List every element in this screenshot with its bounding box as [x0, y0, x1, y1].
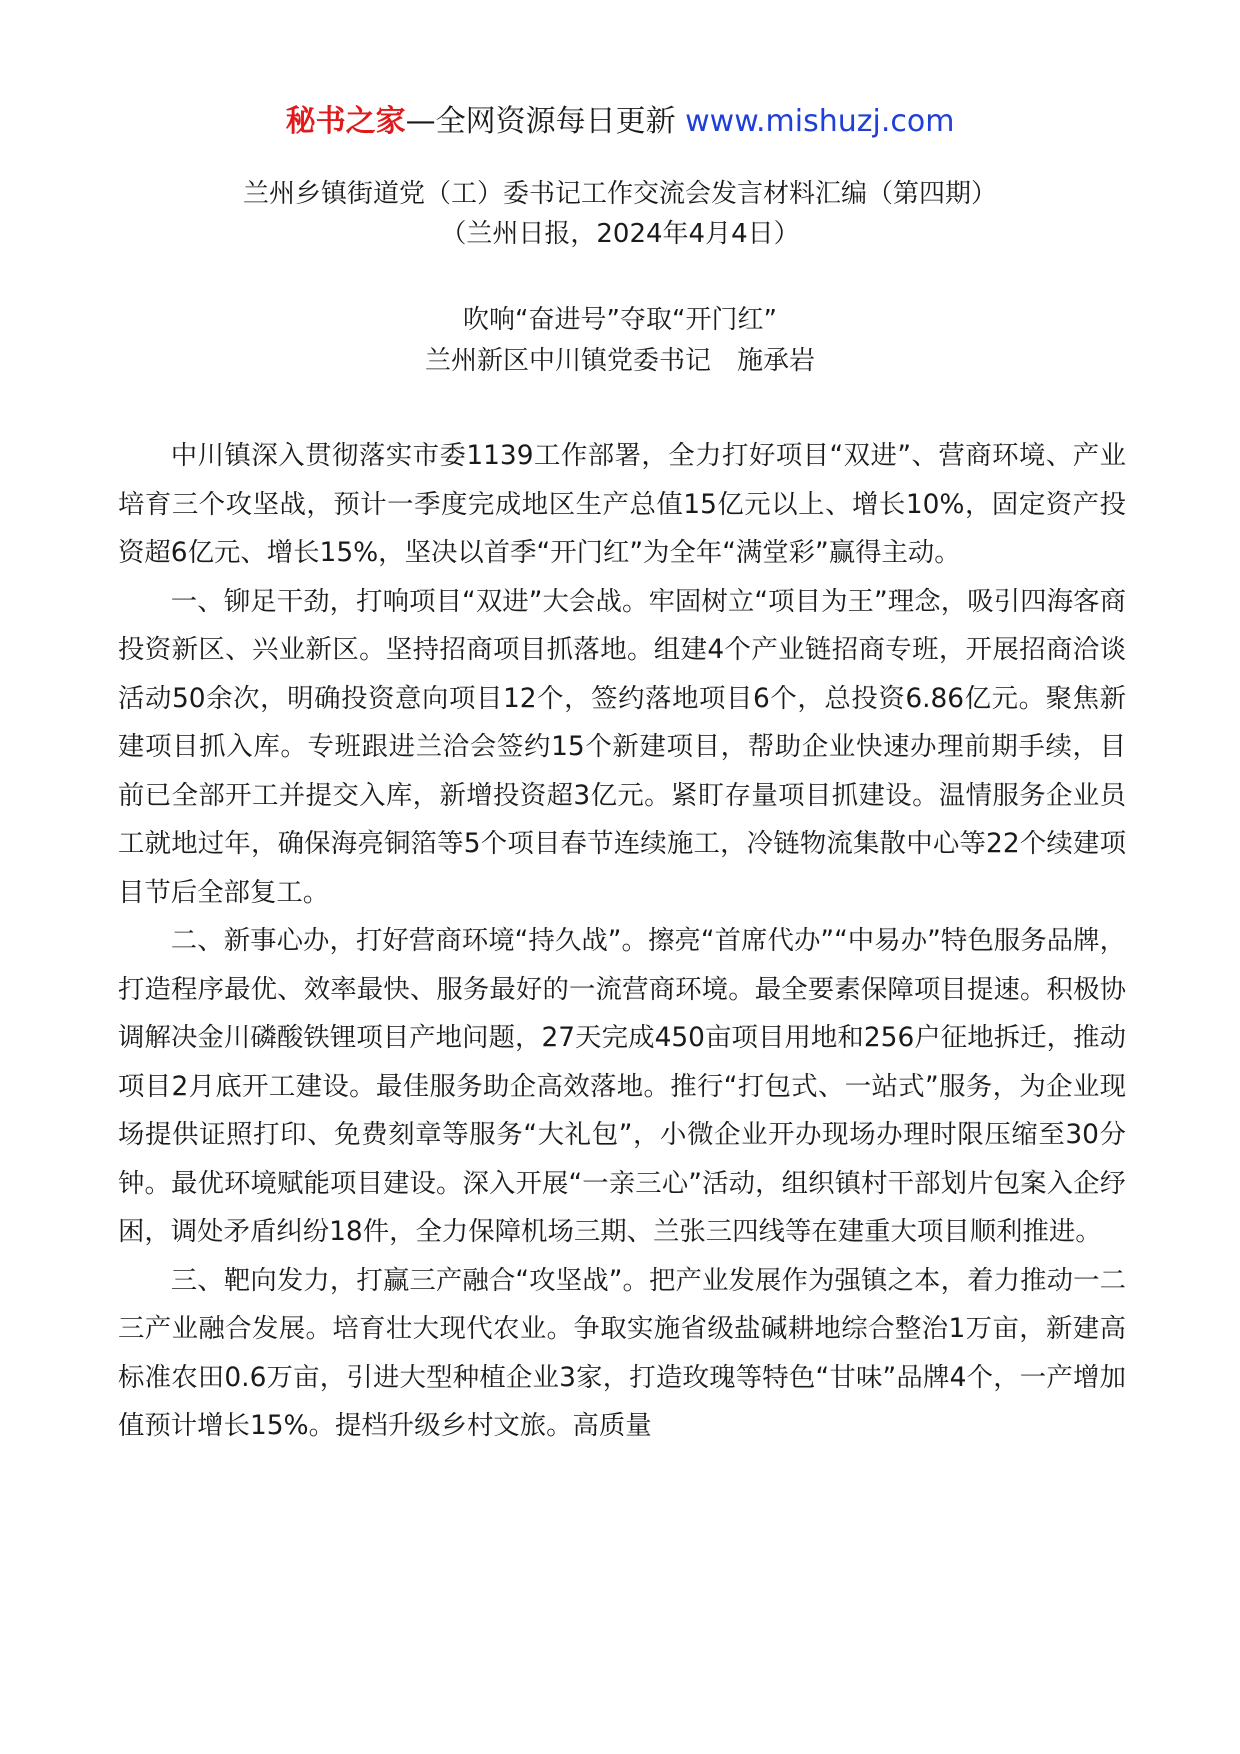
article-body — [118, 432, 1126, 1451]
document-source-date: （兰州日报，2024年4月4日） — [440, 219, 800, 249]
paragraph-section-3: 三、靶向发力，打赢三产融合“攻坚战”。把产业发展作为强镇之本，着力推动一二三产业融合发展。培育壮大现代农业。争取实施省级盐碱耕地综合整治1万亩，新建高标准农田0.6万亩，引进大型种植企业3家，打造玫瑰等特色“甘味”品牌4个，一产增加值预计增长15%。提档升级乡村文旅。高质量 — [118, 1264, 1126, 1441]
banner-tagline: —全网资源每日更新 — [405, 104, 686, 139]
site-banner — [0, 100, 1240, 144]
document-title: 兰州乡镇街道党（工）委书记工作交流会发言材料汇编（第四期） — [242, 179, 997, 209]
paragraph-intro: 中川镇深入贯彻落实市委1139工作部署，全力打好项目“双进”、营商环境、产业培育三个攻坚战，预计一季度完成地区生产总值15亿元以上、增长10%，固定资产投资超6亿元、增长15%，坚决以首季“开门红”为全年“满堂彩”赢得主动。 — [118, 440, 1126, 568]
article-author: 兰州新区中川镇党委书记 施承岩 — [424, 346, 815, 376]
site-url-link[interactable]: www.mishuzj.com — [685, 104, 955, 139]
paragraph-section-2: 二、新事心办，打好营商环境“持久战”。擦亮“首席代办”“中易办”特色服务品牌，打造程序最优、效率最快、服务最好的一流营商环境。最全要素保障项目提速。积极协调解决金川磷酸铁锂项目产地问题，27天完成450亩项目用地和256户征地拆迁，推动项目2月底开工建设。最佳服务助企高效落地。推行“打包式、一站式”服务，为企业现场提供证照打印、免费刻章等服务“大礼包”，小微企业开办现场办理时限压缩至30分钟。最优环境赋能项目建设。深入开展“一亲三心”活动，组织镇村干部划片包案入企纾困，调处矛盾纠纷18件，全力保障机场三期、兰张三四线等在建重大项目顺利推进。 — [118, 925, 1126, 1247]
paragraph-section-1: 一、铆足干劲，打响项目“双进”大会战。牢固树立“项目为王”理念，吸引四海客商投资新区、兴业新区。坚持招商项目抓落地。组建4个产业链招商专班，开展招商洽谈活动50余次，明确投资意向项目12个，签约落地项目6个，总投资6.86亿元。聚焦新建项目抓入库。专班跟进兰洽会签约15个新建项目，帮助企业快速办理前期手续，目前已全部开工并提交入库，新增投资超3亿元。紧盯存量项目抓建设。温情服务企业员工就地过年，确保海亮铜箔等5个项目春节连续施工，冷链物流集散中心等22个续建项目节后全部复工。 — [118, 585, 1126, 908]
brand-name: 秘书之家 — [285, 104, 406, 139]
article-title: 吹响“奋进号”夺取“开门红” — [463, 305, 777, 335]
